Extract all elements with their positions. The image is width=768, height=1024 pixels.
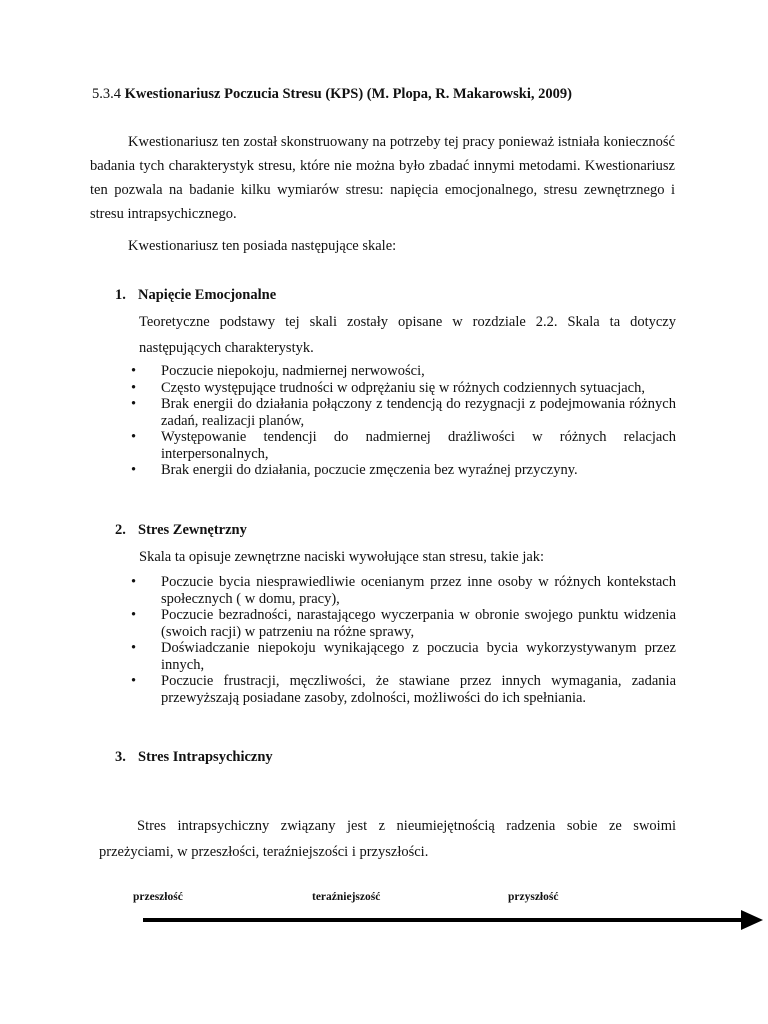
intro-paragraph: Kwestionariusz ten został skonstruowany na potrzeby tej pracy ponieważ istniała konieczność badania tych charakterystyk stresu, które nie można było zbadać innymi metodami. Kwestionariusz ten pozwala na badanie kilku wymiarów stresu: napięcia emocjonalnego, stresu zewnętrznego i stresu intrapsychicznego. — [90, 134, 675, 222]
timeline-label-present: teraźniejszość — [312, 891, 381, 903]
scales-intro: Kwestionariusz ten posiada następujące skale: — [128, 238, 397, 254]
section-3-number: 3. — [115, 749, 126, 765]
timeline-arrow-head-icon — [741, 910, 763, 930]
heading-title: Kwestionariusz Poczucia Stresu (KPS) (M. Plopa, R. Makarowski, 2009) — [124, 86, 572, 102]
timeline-arrow-line — [143, 918, 743, 922]
section-3-title — [115, 749, 273, 766]
section-2-intro: Skala ta opisuje zewnętrzne naciski wywołujące stan stresu, takie jak: — [139, 549, 545, 565]
list-item: • Poczucie frustracji, męczliwości, że stawiane przez innych wymagania, zadania przewyższają posiadane zasoby, zdolności, możliwości do ich spełniania. — [131, 673, 676, 706]
section-2-number: 2. — [115, 522, 126, 538]
timeline-label-past: przeszłość — [133, 891, 183, 903]
list-item: • Występowanie tendencji do nadmiernej drażliwości w różnych relacjach interpersonalnych, — [131, 429, 676, 462]
list-item: • Często występujące trudności w odprężaniu się w różnych codziennych sytuacjach, — [131, 380, 676, 397]
section-3-paragraph: Stres intrapsychiczny związany jest z nieumiejętnością radzenia sobie ze swoimi przeżyciami, w przeszłości, teraźniejszości i przyszłości. — [99, 818, 676, 860]
section-1-title-text: Napięcie Emocjonalne — [138, 287, 277, 303]
timeline-label-future: przyszłość — [508, 891, 559, 903]
section-2-title — [115, 522, 247, 539]
heading-number: 5.3.4 — [92, 86, 121, 102]
section-1-intro: Teoretyczne podstawy tej skali zostały opisane w rozdziale 2.2. Skala ta dotyczy następujących charakterystyk. — [139, 314, 676, 356]
section-3-title-text: Stres Intrapsychiczny — [138, 749, 273, 765]
section-1-bullet-list — [131, 363, 676, 479]
list-item: • Poczucie niepokoju, nadmiernej nerwowości, — [131, 363, 676, 380]
section-1-title — [115, 287, 276, 304]
section-heading — [92, 86, 692, 103]
section-1-number: 1. — [115, 287, 126, 303]
list-item: • Poczucie bezradności, narastającego wyczerpania w obronie swojego punktu widzenia (swoich racji) w patrzeniu na różne sprawy, — [131, 607, 676, 640]
list-item: • Brak energii do działania połączony z tendencją do rezygnacji z podejmowania różnych zadań, realizacji planów, — [131, 396, 676, 429]
section-2-bullet-list — [131, 574, 676, 706]
section-2-title-text: Stres Zewnętrzny — [138, 522, 247, 538]
list-item: • Brak energii do działania, poczucie zmęczenia bez wyraźnej przyczyny. — [131, 462, 676, 479]
list-item: • Poczucie bycia niesprawiedliwie ocenianym przez inne osoby w różnych kontekstach społecznych ( w domu, pracy), — [131, 574, 676, 607]
list-item: • Doświadczanie niepokoju wynikającego z poczucia bycia wykorzystywanym przez innych, — [131, 640, 676, 673]
